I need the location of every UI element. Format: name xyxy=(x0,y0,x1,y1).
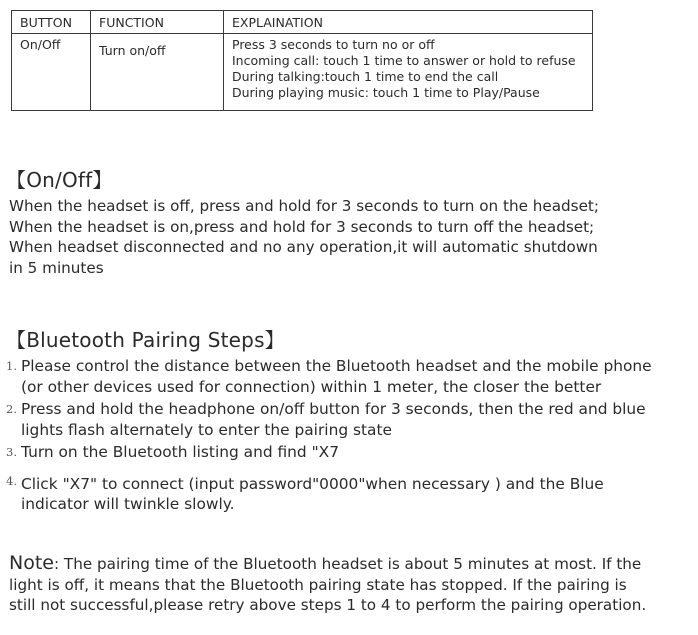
step-line: indicator will twinkle slowly. xyxy=(21,495,235,513)
on-off-line: When headset disconnected and no any operation,it will automatic shutdown xyxy=(9,238,598,256)
on-off-description xyxy=(9,196,599,278)
table-row xyxy=(12,34,593,111)
pairing-step xyxy=(6,356,696,397)
cell-function: Turn on/off xyxy=(91,34,224,111)
step-line: lights flash alternately to enter the pairing state xyxy=(21,420,392,439)
step-number: 3. xyxy=(6,445,17,459)
on-off-section-title: 【On/Off】 xyxy=(6,168,113,192)
table-header-row xyxy=(12,11,593,34)
header-button: BUTTON xyxy=(12,11,91,34)
on-off-line: When the headset is on,press and hold for 3 seconds to turn off the headset; xyxy=(9,217,595,236)
step-number: 2. xyxy=(6,402,17,416)
on-off-line: When the headset is off, press and hold for 3 seconds to turn on the headset; xyxy=(9,197,600,215)
note-text: : The pairing time of the Bluetooth headset is about 5 minutes at most. If the xyxy=(53,555,642,573)
step-line: Press and hold the headphone on/off button for 3 seconds, then the red and blue xyxy=(21,400,646,418)
pairing-steps-list xyxy=(6,356,696,515)
explanation-line: Press 3 seconds to turn no or off xyxy=(232,37,435,52)
pairing-step xyxy=(6,442,696,463)
step-number: 4. xyxy=(6,473,17,488)
pairing-section-title: 【Bluetooth Pairing Steps】 xyxy=(6,328,285,352)
cell-button: On/Off xyxy=(12,34,91,111)
on-off-line: in 5 minutes xyxy=(9,258,104,277)
note-line: light is off, it means that the Bluetooth pairing state has stopped. If the pairing is xyxy=(9,575,627,594)
step-line: (or other devices used for connection) within 1 meter, the closer the better xyxy=(21,377,602,396)
note-label: Note xyxy=(9,552,54,574)
step-line: Turn on the Bluetooth listing and find "X7 xyxy=(21,443,340,461)
pairing-step xyxy=(6,474,696,515)
note-first-line xyxy=(9,553,646,575)
explanation-line: During playing music: touch 1 time to Play/Pause xyxy=(232,85,540,100)
explanation-line: During talking:touch 1 time to end the call xyxy=(232,69,499,84)
button-function-table xyxy=(11,10,593,111)
step-number: 1. xyxy=(6,359,17,373)
step-line: Click "X7" to connect (input password"0000"when necessary ) and the Blue xyxy=(21,474,604,493)
header-function: FUNCTION xyxy=(91,11,224,34)
pairing-step xyxy=(6,399,696,440)
note-line: still not successful,please retry above steps 1 to 4 to perform the pairing operation. xyxy=(9,596,647,614)
cell-explanation xyxy=(224,34,593,111)
explanation-line: Incoming call: touch 1 time to answer or hold to refuse xyxy=(232,53,576,68)
note-paragraph xyxy=(9,553,646,616)
header-explanation: EXPLAINATION xyxy=(224,11,593,34)
step-line: Please control the distance between the Bluetooth headset and the mobile phone xyxy=(21,357,652,375)
